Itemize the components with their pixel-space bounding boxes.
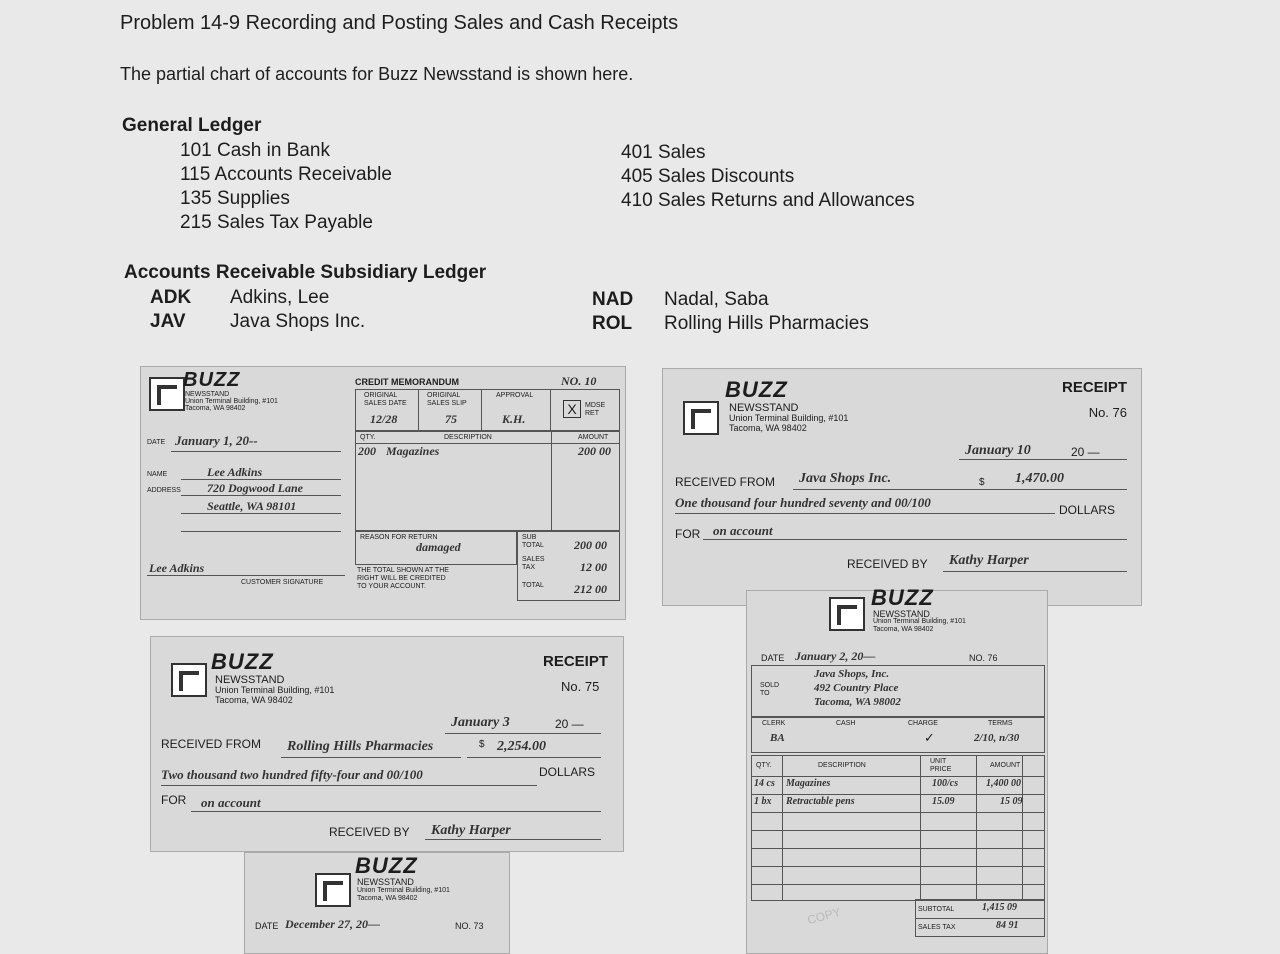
receipt-year: 20 — <box>1071 445 1100 459</box>
receipt-number: No. 76 <box>1088 405 1127 420</box>
customer-name: Java Shops Inc. <box>230 311 366 332</box>
account-item: 115 Accounts Receivable <box>180 164 392 185</box>
brand-name: BUZZ <box>871 585 934 610</box>
item-desc: Magazines <box>786 778 831 789</box>
item-unit-price: 15.09 <box>932 796 955 807</box>
brand-name: BUZZ <box>211 649 274 674</box>
clerk-terms-row: CLERK BA CASH CHARGE ✓ TERMS 2/10, n/30 <box>751 717 1045 753</box>
brand-sub: NEWSSTAND <box>215 674 285 686</box>
memo-subtotal: 200 00 <box>574 538 607 552</box>
slip-number: NO. 76 <box>969 653 998 663</box>
name-label: NAME <box>147 471 168 478</box>
receipt-heading: RECEIPT <box>1061 379 1127 396</box>
customer-signature: Lee Adkins <box>149 561 205 575</box>
received-from-value: Rolling Hills Pharmacies <box>287 739 434 754</box>
receipt-amount: 2,254.00 <box>497 739 546 754</box>
sold-to-name: Java Shops, Inc. <box>814 668 890 680</box>
customer-name: Nadal, Saba <box>664 289 769 310</box>
terms-value: 2/10, n/30 <box>974 732 1020 744</box>
sales-slip-76 <box>746 585 1048 954</box>
account-item: 135 Supplies <box>180 188 290 209</box>
date-label: DATE <box>255 921 279 931</box>
item-qty: 1 bx <box>754 796 772 807</box>
receipt-year: 20 — <box>555 717 584 731</box>
customer-name: Rolling Hills Pharmacies <box>664 313 869 334</box>
buzz-logo-icon <box>315 873 351 907</box>
totals-cell: SUB TOTAL 200 00 SALES TAX 12 00 TOTAL 212 00 <box>517 531 620 601</box>
general-ledger-left <box>180 139 392 235</box>
brand-name: BUZZ <box>725 377 788 402</box>
sold-to-address: 492 Country Place <box>814 682 899 694</box>
brand-sub: NEWSSTAND <box>357 877 414 887</box>
mdse-ret-cell: X MDSE RET <box>550 389 620 431</box>
dollars-label: DOLLARS <box>1059 503 1116 517</box>
dollar-sign: $ <box>979 477 985 488</box>
brand-sub: NEWSSTAND <box>185 391 230 398</box>
memo-tax: 12 00 <box>580 560 607 574</box>
slip-items-table: QTY. DESCRIPTION UNIT PRICE AMOUNT 14 cs Magazines 100/cs 1,400 00 1 bx Retractable pens 15.09 15 09 <box>751 755 1045 901</box>
brand-city: Tacoma, WA 98402 <box>357 895 418 902</box>
amount-in-words: Two thousand two hundred fifty-four and 00/100 <box>161 767 423 782</box>
brand-address: Union Terminal Building, #101 <box>729 413 849 423</box>
item-qty: 14 cs <box>754 778 775 789</box>
receipt-heading: RECEIPT <box>543 653 609 670</box>
general-ledger-right <box>621 141 915 213</box>
memo-amount: 200 00 <box>578 444 611 458</box>
brand-address: Union Terminal Building, #101 <box>873 618 966 625</box>
buzz-logo-icon <box>171 663 207 697</box>
slip-subtotal: 1,415 09 <box>982 902 1017 913</box>
memo-qty: 200 <box>358 444 376 458</box>
received-by-label: RECEIVED BY <box>847 557 928 571</box>
brand-city: Tacoma, WA 98402 <box>185 405 246 412</box>
brand-address: Union Terminal Building, #101 <box>357 887 450 894</box>
slip-date: January 2, 20— <box>795 649 876 663</box>
sold-to-city: Tacoma, WA 98002 <box>814 696 901 708</box>
receipt-date: January 10 <box>965 443 1031 458</box>
date-label: DATE <box>761 653 785 663</box>
memo-date: January 1, 20-- <box>175 433 258 448</box>
copy-watermark: COPY <box>805 904 843 928</box>
for-value: on account <box>201 795 261 810</box>
approval-cell: APPROVAL K.H. <box>481 389 551 431</box>
memo-items-table: QTY. DESCRIPTION AMOUNT 200 Magazines 200 00 <box>355 431 620 531</box>
brand-sub: NEWSSTAND <box>729 402 799 414</box>
for-label: FOR <box>675 527 701 541</box>
account-item: 215 Sales Tax Payable <box>180 212 373 233</box>
sales-slip-73 <box>244 852 510 954</box>
slip-date: December 27, 20— <box>285 917 380 931</box>
orig-date-cell: ORIGINAL SALES DATE 12/28 <box>355 389 419 431</box>
account-item: 401 Sales <box>621 142 706 163</box>
date-label: DATE <box>147 439 166 446</box>
receipt-76 <box>662 368 1142 606</box>
brand-city: Tacoma, WA 98402 <box>215 695 293 705</box>
brand-address: Union Terminal Building, #101 <box>185 398 278 405</box>
buzz-logo-icon <box>683 401 719 435</box>
account-item: 101 Cash in Bank <box>180 140 330 161</box>
sold-to-box: SOLD TO Java Shops, Inc. 492 Country Place Tacoma, WA 98002 <box>751 665 1045 717</box>
receipt-amount: 1,470.00 <box>1015 471 1064 486</box>
slip-number: NO. 73 <box>455 921 484 931</box>
address-line2: Seattle, WA 98101 <box>207 499 297 513</box>
for-value: on account <box>713 523 773 538</box>
reason-value: damaged <box>416 540 461 554</box>
memo-heading: CREDIT MEMORANDUM <box>355 377 459 387</box>
customer-code: ADK <box>150 287 192 308</box>
dollars-label: DOLLARS <box>539 765 596 779</box>
slip-tax: 84 91 <box>996 920 1019 931</box>
receipt-number: No. 75 <box>561 679 600 694</box>
brand-city: Tacoma, WA 98402 <box>873 626 934 633</box>
brand-name: BUZZ <box>183 369 241 391</box>
item-amount: 15 09 <box>1000 796 1023 807</box>
buzz-logo-icon <box>829 597 865 631</box>
customer-name-field: Lee Adkins <box>207 465 263 479</box>
credit-note: THE TOTAL SHOWN AT THE RIGHT WILL BE CREDITED TO YOUR ACCOUNT. <box>357 567 449 590</box>
receipt-75 <box>150 636 624 852</box>
received-by-value: Kathy Harper <box>949 553 1029 568</box>
subsidiary-right <box>592 288 869 336</box>
charge-check: ✓ <box>924 730 935 745</box>
memo-total: 212 00 <box>574 582 607 596</box>
memo-desc: Magazines <box>386 444 440 458</box>
memo-number: NO. 10 <box>561 374 597 388</box>
amount-in-words: One thousand four hundred seventy and 00/100 <box>675 495 931 510</box>
intro-text: The partial chart of accounts for Buzz Newsstand is shown here. <box>120 64 634 84</box>
brand-name: BUZZ <box>355 853 418 878</box>
subsidiary-heading: Accounts Receivable Subsidiary Ledger <box>124 262 487 283</box>
customer-code: JAV <box>150 311 186 332</box>
subsidiary-left <box>150 286 365 334</box>
dollar-sign: $ <box>479 739 485 750</box>
credit-memo <box>140 366 626 620</box>
brand-city: Tacoma, WA 98402 <box>729 423 807 433</box>
account-item: 410 Sales Returns and Allowances <box>621 190 915 211</box>
buzz-logo-icon <box>149 377 185 411</box>
address-label: ADDRESS <box>147 487 181 494</box>
account-item: 405 Sales Discounts <box>621 166 795 187</box>
received-from-value: Java Shops Inc. <box>799 471 892 486</box>
reason-cell: REASON FOR RETURN damaged <box>355 531 517 565</box>
customer-code: ROL <box>592 313 633 334</box>
item-amount: 1,400 00 <box>986 778 1021 789</box>
check-box: X <box>563 400 581 418</box>
for-label: FOR <box>161 793 187 807</box>
slip-totals: SUBTOTAL 1,415 09 SALES TAX 84 91 <box>915 899 1045 937</box>
page-title: Problem 14-9 Recording and Posting Sales and Cash Receipts <box>120 12 679 34</box>
brand-address: Union Terminal Building, #101 <box>215 685 335 695</box>
brand-sub: NEWSSTAND <box>873 609 930 619</box>
receipt-date: January 3 <box>451 715 510 730</box>
received-by-value: Kathy Harper <box>431 823 511 838</box>
clerk-value: BA <box>770 732 785 744</box>
item-desc: Retractable pens <box>786 796 855 807</box>
received-from-label: RECEIVED FROM <box>675 475 776 489</box>
customer-code: NAD <box>592 289 634 310</box>
address-line1: 720 Dogwood Lane <box>207 481 303 495</box>
received-from-label: RECEIVED FROM <box>161 737 262 751</box>
customer-name: Adkins, Lee <box>230 287 330 308</box>
item-unit-price: 100/cs <box>932 778 959 789</box>
signature-label: CUSTOMER SIGNATURE <box>241 579 324 586</box>
received-by-label: RECEIVED BY <box>329 825 410 839</box>
general-ledger-heading: General Ledger <box>122 115 262 136</box>
orig-slip-cell: ORIGINAL SALES SLIP 75 <box>418 389 482 431</box>
